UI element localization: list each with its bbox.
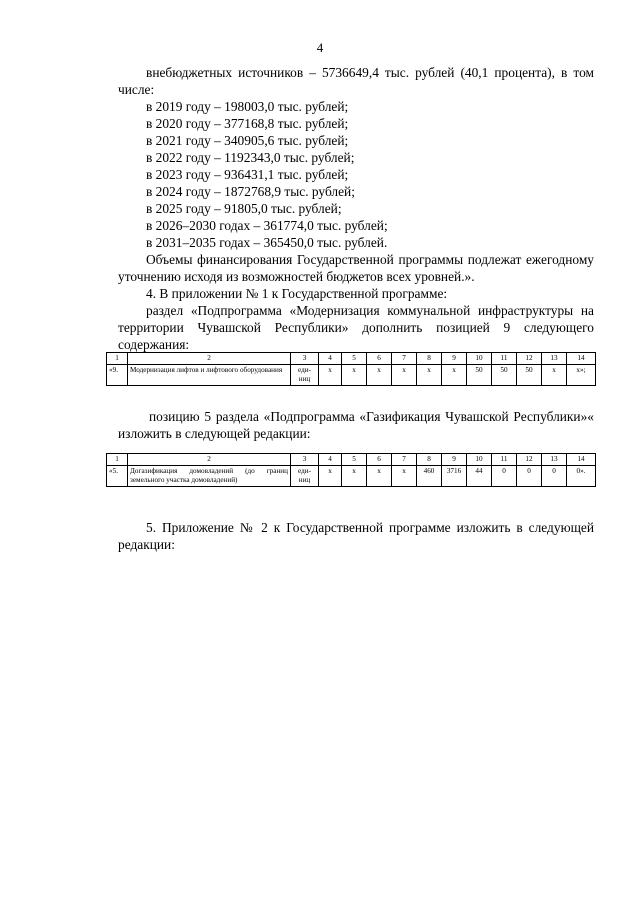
col-header: 3 — [291, 454, 319, 466]
col-header: 14 — [567, 353, 596, 365]
position5-section — [118, 408, 594, 442]
col-header: 6 — [367, 353, 392, 365]
year-item-2022: в 2022 году – 1192343,0 тыс. рублей; — [146, 150, 355, 165]
col-header: 11 — [492, 353, 517, 365]
col-header: 4 — [319, 454, 342, 466]
page-number: 4 — [316, 40, 324, 55]
col-header: 9 — [442, 454, 467, 466]
table-cell: х — [319, 365, 342, 386]
table-cell: х — [542, 365, 567, 386]
col-header: 3 — [291, 353, 319, 365]
year-item-2024: в 2024 году – 1872768,9 тыс. рублей; — [146, 184, 355, 199]
col-header: 4 — [319, 353, 342, 365]
year-item-2021: в 2021 году – 340905,6 тыс. рублей; — [146, 133, 349, 148]
table-cell: 0 — [517, 466, 542, 487]
col-header: 2 — [128, 353, 291, 365]
table-cell: «5. — [107, 466, 128, 487]
table-cell: еди-ниц — [291, 466, 319, 487]
table-cell: х»; — [567, 365, 596, 386]
table-row — [107, 466, 596, 487]
table-cell: еди-ниц — [291, 365, 319, 386]
table-position-9 — [106, 352, 596, 386]
table-cell: 0 — [542, 466, 567, 487]
table-cell: х — [392, 466, 417, 487]
col-header: 8 — [417, 454, 442, 466]
item5-section — [118, 519, 594, 553]
section-addition-paragraph: раздел «Подпрограмма «Модернизация коммунальной инфраструктуры на территории Чувашской Республики» дополнить позицией 9 следующего содержания: — [118, 303, 594, 352]
table-row — [107, 365, 596, 386]
col-header: 13 — [542, 454, 567, 466]
table-cell: Догазификация домовладений (до границ земельного участка домовладений) — [128, 466, 291, 487]
table-cell: 0». — [567, 466, 596, 487]
col-header: 5 — [342, 454, 367, 466]
col-header: 7 — [392, 353, 417, 365]
col-header: 9 — [442, 353, 467, 365]
volumes-paragraph: Объемы финансирования Государственной программы подлежат ежегодному уточнению исходя из возможностей бюджетов всех уровней.». — [118, 252, 594, 284]
col-header: 10 — [467, 353, 492, 365]
table-cell: х — [319, 466, 342, 487]
col-header: 12 — [517, 454, 542, 466]
col-header: 1 — [107, 454, 128, 466]
col-header: 12 — [517, 353, 542, 365]
table-cell: 3716 — [442, 466, 467, 487]
table-cell: 50 — [517, 365, 542, 386]
table-header-row — [107, 454, 596, 466]
item4-paragraph: 4. В приложении № 1 к Государственной программе: — [146, 286, 448, 301]
year-item-2025: в 2025 году – 91805,0 тыс. рублей; — [146, 201, 342, 216]
table-cell: х — [367, 466, 392, 487]
col-header: 1 — [107, 353, 128, 365]
position5-paragraph: позицию 5 раздела «Подпрограмма «Газификация Чувашской Республики»« изложить в следующей редакции: — [118, 409, 594, 441]
col-header: 10 — [467, 454, 492, 466]
table-cell: х — [342, 365, 367, 386]
table-cell: 0 — [492, 466, 517, 487]
table-cell: 44 — [467, 466, 492, 487]
year-item-2026-2030: в 2026–2030 годах – 361774,0 тыс. рублей; — [146, 218, 388, 233]
table-position-5 — [106, 453, 596, 487]
table-cell: х — [417, 365, 442, 386]
col-header: 14 — [567, 454, 596, 466]
financing-section — [118, 64, 594, 353]
col-header: 5 — [342, 353, 367, 365]
table-cell: х — [367, 365, 392, 386]
table-cell: Модернизация лифтов и лифтового оборудования — [128, 365, 291, 386]
extrabudget-paragraph: внебюджетных источников – 5736649,4 тыс. рублей (40,1 процента), в том числе: — [118, 65, 594, 97]
table-cell: х — [442, 365, 467, 386]
year-item-2020: в 2020 году – 377168,8 тыс. рублей; — [146, 116, 349, 131]
year-item-2023: в 2023 году – 936431,1 тыс. рублей; — [146, 167, 349, 182]
item5-paragraph: 5. Приложение № 2 к Государственной программе изложить в следующей редакции: — [118, 520, 594, 552]
table-cell: х — [392, 365, 417, 386]
table-header-row — [107, 353, 596, 365]
col-header: 11 — [492, 454, 517, 466]
year-item-2031-2035: в 2031–2035 годах – 365450,0 тыс. рублей. — [146, 235, 388, 250]
table-cell: 50 — [467, 365, 492, 386]
col-header: 7 — [392, 454, 417, 466]
table-cell: 50 — [492, 365, 517, 386]
col-header: 2 — [128, 454, 291, 466]
col-header: 6 — [367, 454, 392, 466]
col-header: 13 — [542, 353, 567, 365]
table-cell: «9. — [107, 365, 128, 386]
year-item-2019: в 2019 году – 198003,0 тыс. рублей; — [146, 99, 349, 114]
col-header: 8 — [417, 353, 442, 365]
table-cell: 460 — [417, 466, 442, 487]
table-cell: х — [342, 466, 367, 487]
